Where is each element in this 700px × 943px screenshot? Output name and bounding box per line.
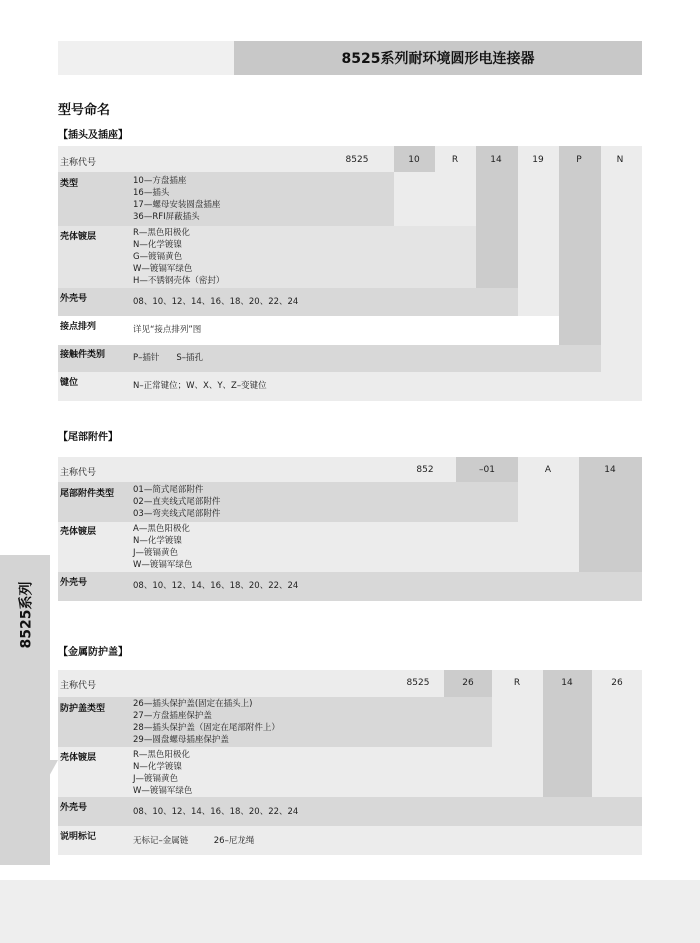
plug-row-line: 17—螺母安装圆盘插座	[133, 200, 221, 210]
plug-row-label: 接触件类别	[60, 350, 106, 360]
side-tab-label: 8525系列	[18, 581, 34, 649]
tail-row-line: J—镀镉黄色	[133, 548, 179, 558]
tail-row-line: 08、10、12、14、16、18、20、22、24	[133, 581, 299, 591]
cap-section-title: 【金属防护盖】	[58, 647, 128, 658]
cap-code-0: 8525	[406, 678, 430, 688]
cap-row-line: W—镀镉军绿色	[133, 786, 193, 796]
plug-row-label: 键位	[60, 378, 79, 388]
tail-row-line: N—化学镀镍	[133, 536, 182, 546]
plug-row-line: 10—方盘插座	[133, 176, 187, 186]
section-heading: 型号命名	[58, 103, 111, 118]
side-tab-label-wrap	[5, 570, 45, 660]
plug-row-line: P–插针 S–插孔	[133, 353, 204, 363]
plug-code-0: 8525	[345, 155, 369, 165]
plug-row-line: N–正常键位；W、X、Y、Z–变键位	[133, 381, 267, 391]
cap-code-3: 14	[561, 678, 573, 688]
plug-row-line: 详见“接点排列”图	[133, 325, 202, 335]
tail-row-label: 壳体镀层	[60, 527, 97, 537]
tail-row-line: W—镀镉军绿色	[133, 560, 193, 570]
cap-row-label: 防护盖类型	[60, 704, 106, 714]
plug-row-line: R—黑色阳极化	[133, 228, 190, 238]
plug-row-label: 类型	[60, 179, 79, 189]
tail-row-line: 02—直夹线式尾部附件	[133, 497, 221, 507]
plug-code-5: P	[576, 155, 582, 165]
cap-row-line: J—镀镉黄色	[133, 774, 179, 784]
tail-row-label: 外壳号	[60, 578, 88, 588]
cap-row-line: 26—插头保护盖(固定在插头上)	[133, 699, 253, 709]
cap-row-coat-bg	[58, 747, 543, 797]
title-bar-left	[58, 41, 234, 75]
plug-code-1: 10	[408, 155, 420, 165]
plug-row-label: 外壳号	[60, 294, 88, 304]
tail-row-line: 03—弯夹线式尾部附件	[133, 509, 221, 519]
plug-section-title: 【插头及插座】	[58, 130, 128, 141]
cap-code-2: R	[513, 678, 521, 688]
plug-col-P	[559, 146, 601, 372]
plug-row-line: N—化学镀镍	[133, 240, 182, 250]
tail-code-3: 14	[604, 465, 616, 475]
tail-row-label: 尾部附件类型	[60, 489, 115, 499]
plug-code-6: N	[616, 155, 624, 165]
plug-code-2: R	[451, 155, 459, 165]
footer-band	[0, 880, 700, 943]
plug-row-coat-bg	[58, 226, 476, 288]
cap-code-1: 26	[462, 678, 474, 688]
tail-code-0: 852	[416, 465, 434, 475]
plug-row-label: 接点排列	[60, 322, 97, 332]
cap-row-line: 29—圆盘螺母插座保护盖	[133, 735, 229, 745]
cap-row-line: 27—方盘插座保护盖	[133, 711, 212, 721]
tail-row-type-bg	[58, 482, 518, 522]
tail-row-line: A—黑色阳极化	[133, 524, 190, 534]
cap-col-14	[543, 670, 592, 797]
tail-code-1: –01	[479, 465, 495, 475]
cap-code-4: 26	[611, 678, 623, 688]
cap-row-line: 无标记–金属链 26–尼龙绳	[133, 836, 255, 846]
cap-row-label: 外壳号	[60, 803, 88, 813]
page-title: 8525系列耐环境圆形电连接器	[234, 41, 642, 75]
cap-row-line: R—黑色阳极化	[133, 750, 190, 760]
tail-main-label: 主称代号	[60, 468, 97, 478]
plug-row-line: 16—插头	[133, 188, 170, 198]
cap-row-label: 壳体镀层	[60, 753, 97, 763]
plug-row-line: H—不锈钢壳体（密封）	[133, 276, 225, 286]
plug-row-line: 36—RFI屏蔽插头	[133, 212, 200, 222]
tail-row-line: 01—简式尾部附件	[133, 485, 204, 495]
cap-row-line: 28—插头保护盖（固定在尾部附件上）	[133, 723, 280, 733]
plug-code-4: 19	[532, 155, 544, 165]
plug-row-label: 壳体镀层	[60, 232, 97, 242]
cap-row-label: 说明标记	[60, 832, 97, 842]
plug-row-line: 08、10、12、14、16、18、20、22、24	[133, 297, 299, 307]
cap-main-label: 主称代号	[60, 681, 97, 691]
tail-code-2: A	[544, 465, 552, 475]
cap-row-line: N—化学镀镍	[133, 762, 182, 772]
plug-row-line: G—镀镉黄色	[133, 252, 183, 262]
plug-main-label: 主称代号	[60, 158, 97, 168]
plug-code-3: 14	[490, 155, 502, 165]
plug-row-line: W—镀镉军绿色	[133, 264, 193, 274]
plug-row-type-bg	[58, 172, 394, 226]
cap-row-line: 08、10、12、14、16、18、20、22、24	[133, 807, 299, 817]
tail-section-title: 【尾部附件】	[58, 432, 118, 443]
